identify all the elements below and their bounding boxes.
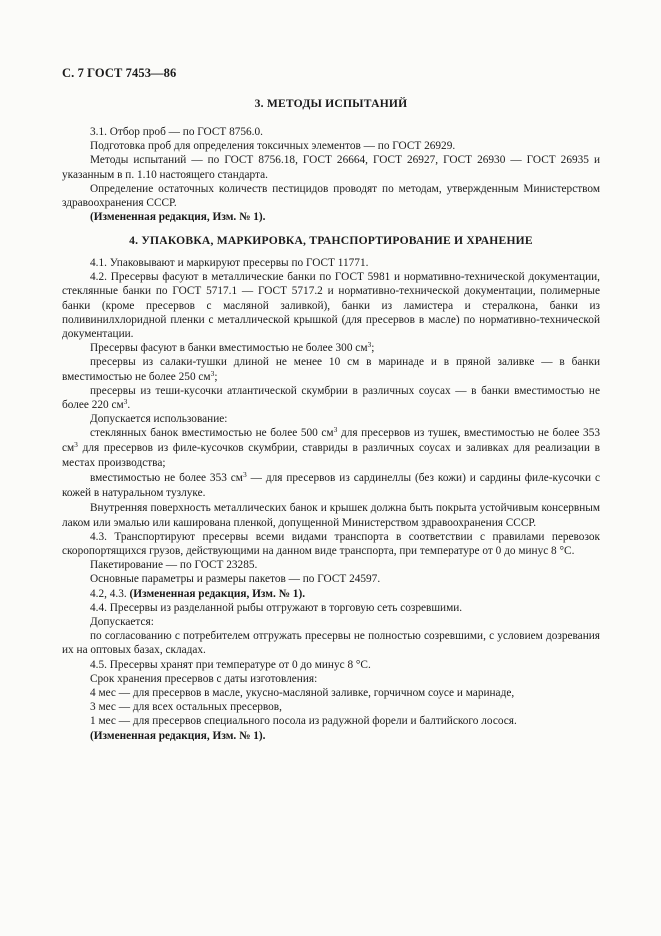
section-3-body bbox=[62, 125, 600, 224]
running-head: С. 7 ГОСТ 7453—86 bbox=[62, 66, 177, 80]
paragraph-glass-jars: стеклянных банок вместимостью не более 500 $см^3$ для пресервов из тушек, вместимостью не более 353 $см^3$ для пресервов из филе-кусочков скумбрии, ставриды в различных соусах и заливках для реализации в местах производства; bbox=[62, 425, 601, 470]
shelf-life-1-month: 1 мес — для пресервов специального посола из радужной форели и балтийского лосося. bbox=[90, 715, 517, 728]
paragraph-4-5: 4.5. Пресервы хранят при температуре от 0 до минус 8 °С. bbox=[90, 658, 371, 671]
paragraph-allowed-use: Допускается использование: bbox=[90, 413, 228, 426]
section-4-body bbox=[62, 256, 600, 743]
paragraph-allowed: Допускается: bbox=[90, 616, 154, 629]
paragraph-capacity-300: Пресервы фасуют в банки вместимостью не более 300 $см^3$; bbox=[90, 340, 375, 355]
paragraph-shelf-life: Срок хранения пресервов с даты изготовления: bbox=[90, 672, 318, 685]
section-3-title: 3. МЕТОДЫ ИСПЫТАНИЙ bbox=[254, 97, 408, 110]
paragraph-package-params: Основные параметры и размеры пакетов — по ГОСТ 24597. bbox=[90, 573, 381, 586]
paragraph-inner-surface: Внутренняя поверхность металлических банок и крышек должна быть покрыта устойчивым консервным лаком или эмалью или кашированa пленкой, допущенной Министерством здравоохранения СССР. bbox=[62, 502, 600, 529]
shelf-life-4-months: 4 мес — для пресервов в масле, укусно-масляной заливке, горчичном соусе и маринаде, bbox=[90, 687, 515, 700]
edition-note-4-2-4-3: 4.2, 4.3. (Измененная редакция, Изм. № 1). bbox=[90, 587, 306, 600]
edition-note-4: (Измененная редакция, Изм. № 1). bbox=[90, 729, 266, 742]
edition-note-3: (Измененная редакция, Изм. № 1). bbox=[90, 211, 266, 224]
paragraph-agreement: по согласованию с потребителем отгружать пресервы не полностью созревшими, с условием дозревания их на оптовых базах, складах. bbox=[62, 630, 600, 657]
paragraph-capacity-220: пресервы из теши-кусочки атлантической скумбрии в различных соусах — в банки вместимостью не более 220 $см^3$. bbox=[62, 384, 600, 412]
paragraph-capacity-250: пресервы из салаки-тушки длиной не менее 10 см в маринаде и в пряной заливке — в банки вместимостью не более 250 $см^3$; bbox=[62, 356, 600, 383]
paragraph-capacity-353: вместимостью не более 353 $см^3$ — для пресервов из сардинеллы (без кожи) и сардины филе-кусочки с кожей в натуральном тузлуке. bbox=[62, 470, 600, 500]
section-4-title: 4. УПАКОВКА, МАРКИРОВКА, ТРАНСПОРТИРОВАНИЕ И ХРАНЕНИЕ bbox=[129, 234, 533, 247]
shelf-life-3-months: 3 мес — для всех остальных пресервов, bbox=[90, 701, 282, 714]
paragraph-4-4: 4.4. Пресервы из разделанной рыбы отгружают в торговую сеть созревшими. bbox=[90, 601, 463, 614]
paragraph-sample-prep: Подготовка проб для определения токсичных элементов — по ГОСТ 26929. bbox=[90, 140, 456, 153]
paragraph-packaging: Пакетирование — по ГОСТ 23285. bbox=[90, 559, 258, 572]
paragraph-test-methods: Методы испытаний — по ГОСТ 8756.18, ГОСТ 26664, ГОСТ 26927, ГОСТ 26930 — ГОСТ 26935 и указанным в п. 1.10 настоящего стандарта. bbox=[62, 154, 600, 181]
paragraph-4-2: 4.2. Пресервы фасуют в металлические банки по ГОСТ 5981 и нормативно-технической документации, стеклянные банки по ГОСТ 5717.1 — ГОСТ 5717.2 и нормативно-технической документации, полимерные банки (кроме пресервов с масляной заливкой), банки из ламистера и стералкона, банки из поливинилхлоридной пленки с металлической крышкой (для пресервов в масле) по нормативно-технической документации. bbox=[62, 271, 600, 341]
paragraph-3-1: 3.1. Отбор проб — по ГОСТ 8756.0. bbox=[90, 126, 263, 138]
paragraph-pesticides: Определение остаточных количеств пестицидов проводят по методам, утвержденным Министерством здравоохранения СССР. bbox=[62, 182, 600, 210]
paragraph-4-3: 4.3. Транспортируют пресервы всеми видами транспорта в соответствии с правилами перевозок скоропортящихся грузов, действующими на данном виде транспорта, при температуре от 0 до минус 8 °С. bbox=[62, 530, 600, 558]
paragraph-4-1: 4.1. Упаковывают и маркируют пресервы по ГОСТ 11771. bbox=[90, 257, 369, 269]
